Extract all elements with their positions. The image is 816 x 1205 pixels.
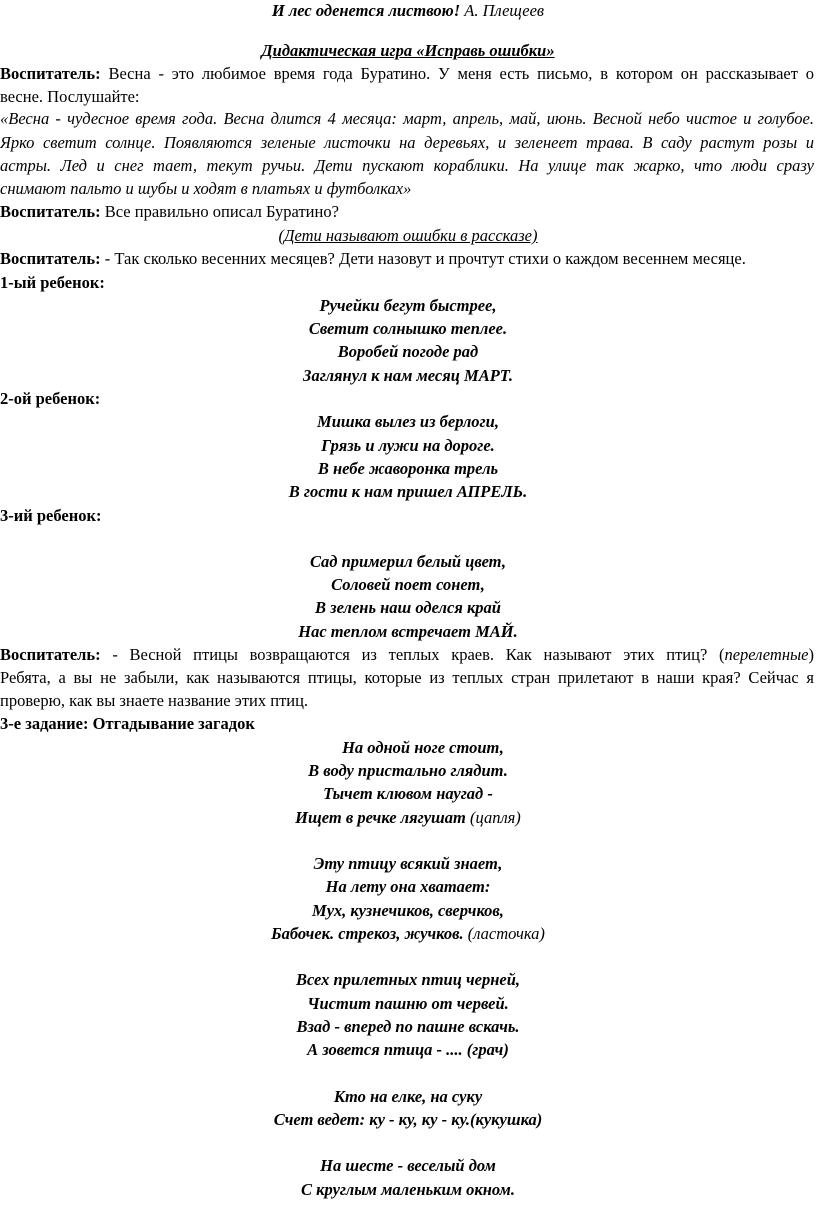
child-2-verse-line: Мишка вылез из берлоги, bbox=[317, 412, 499, 431]
letter-text-3: астры. Лед и снег тает, текут ручьи. Дети пускают кораблики. На улице так жарко, что люди сразу bbox=[0, 156, 814, 175]
children-note-text: (Дети называют ошибки в рассказе) bbox=[278, 226, 538, 245]
riddle-4-line: Кто на елке, на суку bbox=[333, 1087, 483, 1106]
birds-line-1 bbox=[0, 644, 814, 666]
riddle-3-line: А зовется птица - .... (грач) bbox=[307, 1040, 509, 1059]
birds-text-3: проверю, как вы знаете название этих птиц. bbox=[0, 691, 309, 710]
birds-answer: перелетные bbox=[724, 645, 809, 664]
child-3-verse-line: В зелень наш оделся край bbox=[315, 598, 501, 617]
riddle-2-line: На лету она хватает: bbox=[325, 877, 491, 896]
birds-line-3 bbox=[0, 690, 816, 712]
letter-line-1 bbox=[0, 108, 814, 130]
child-3-verse-line: Нас теплом встречает МАЙ. bbox=[298, 622, 518, 641]
question-2 bbox=[0, 248, 816, 270]
letter-text-4: снимают пальто и шубы и ходят в платьях и футболках» bbox=[0, 179, 412, 198]
riddle-2-line: Эту птицу всякий знает, bbox=[313, 854, 503, 873]
intro-text-2: весне. Послушайте: bbox=[0, 87, 140, 106]
letter-line-2 bbox=[0, 132, 814, 154]
question-1-text: Все правильно описал Буратино? bbox=[100, 202, 339, 221]
letter-text-2: Ярко светит солнце. Появляются зеленые листочки на деревьях, и зеленеет трава. В саду растут розы и bbox=[0, 133, 814, 152]
document-title bbox=[0, 0, 816, 22]
birds-text-1a: - Весной птицы возвращаются из теплых краев. Как называют этих птиц? ( bbox=[100, 645, 725, 664]
children-note bbox=[0, 225, 816, 247]
riddle-1-line: На одной ноге стоит, bbox=[342, 738, 504, 757]
child-1-verse-line: Воробей погоде рад bbox=[337, 342, 479, 361]
child-2-verse-line: Грязь и лужи на дороге. bbox=[321, 436, 495, 455]
letter-line-3 bbox=[0, 155, 814, 177]
letter-text-1: «Весна - чудесное время года. Весна длится 4 месяца: март, апрель, май, июнь. Весной небо чистое и голубое. bbox=[0, 109, 814, 128]
game-title bbox=[0, 40, 816, 62]
riddle-2-line-last bbox=[0, 923, 816, 945]
riddle-5-line: С круглым маленьким окном. bbox=[301, 1180, 515, 1199]
teacher-label: Воспитатель: bbox=[0, 249, 101, 268]
child-1-verse-line: Светит солнышко теплее. bbox=[308, 319, 508, 338]
riddle-5-line: На шесте - веселый дом bbox=[320, 1156, 496, 1175]
child-3-verse-line: Сад примерил белый цвет, bbox=[309, 552, 507, 571]
riddle-1-answer: (цапля) bbox=[465, 808, 521, 827]
riddle-3-line: Взад - вперед по пашне вскачь. bbox=[296, 1017, 520, 1036]
riddle-1-line: В воду пристально глядит. bbox=[308, 761, 508, 780]
intro-line-2 bbox=[0, 86, 816, 108]
birds-line-2 bbox=[0, 667, 814, 689]
riddle-3-line: Чистит пашню от червей. bbox=[307, 994, 509, 1013]
riddle-1-line: Тычет клювом наугад - bbox=[323, 784, 493, 803]
task-3-title: 3-е задание: Отгадывание загадок bbox=[0, 714, 255, 733]
child-1-verse-line: Заглянул к нам месяц МАРТ. bbox=[303, 366, 513, 385]
letter-line-4 bbox=[0, 178, 816, 200]
child-1-label: 1-ый ребенок: bbox=[0, 273, 105, 292]
child-3-verse-line: Соловей поет сонет, bbox=[331, 575, 485, 594]
intro-line-1 bbox=[0, 63, 814, 85]
child-2-verse-line: В гости к нам пришел АПРЕЛЬ. bbox=[288, 482, 528, 501]
teacher-label: Воспитатель: bbox=[0, 64, 101, 83]
riddle-3-line: Всех прилетных птиц черней, bbox=[295, 970, 521, 989]
child-2-label: 2-ой ребенок: bbox=[0, 389, 101, 408]
question-2-text: - Так сколько весенних месяцев? Дети назовут и прочтут стихи о каждом весеннем месяце. bbox=[100, 249, 746, 268]
riddle-2-line: Мух, кузнечиков, сверчков, bbox=[312, 901, 504, 920]
riddle-1-text: Ищет в речке лягушат bbox=[295, 808, 466, 827]
title-author: А. Плещеев bbox=[460, 1, 545, 20]
birds-text-1c: ) bbox=[808, 645, 814, 664]
teacher-label: Воспитатель: bbox=[0, 202, 101, 221]
intro-text-1: Весна - это любимое время года Буратино. У меня есть письмо, в котором он рассказывает о bbox=[100, 64, 814, 83]
teacher-label: Воспитатель: bbox=[0, 645, 101, 664]
riddle-2-answer: (ласточка) bbox=[463, 924, 545, 943]
riddle-2-text: Бабочек. стрекоз, жучков. bbox=[271, 924, 464, 943]
riddle-1-line-last bbox=[0, 807, 816, 829]
game-title-text: Дидактическая игра «Исправь ошибки» bbox=[261, 41, 555, 60]
child-1-verse-line: Ручейки бегут быстрее, bbox=[319, 296, 497, 315]
child-2-verse-line: В небе жаворонка трель bbox=[317, 459, 499, 478]
question-1 bbox=[0, 201, 816, 223]
child-3-label: 3-ий ребенок: bbox=[0, 506, 102, 525]
birds-text-2: Ребята, а вы не забыли, как называются птицы, которые из теплых стран прилетают в наши края? Сейчас я bbox=[0, 668, 814, 687]
title-text: И лес оденется листвою! bbox=[271, 1, 461, 20]
riddle-4-line: Счет ведет: ку - ку, ку - ку.(кукушка) bbox=[273, 1110, 543, 1129]
